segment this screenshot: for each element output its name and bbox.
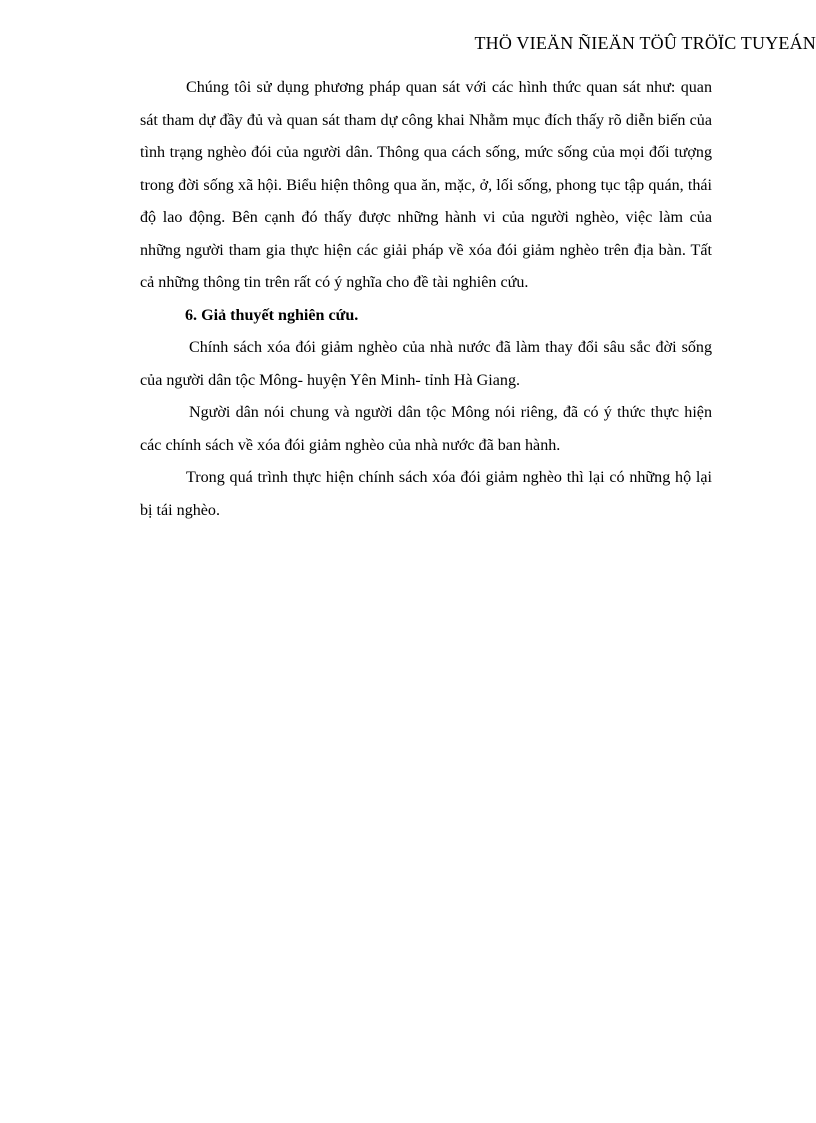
section-heading: 6. Giả thuyết nghiên cứu.: [185, 306, 359, 324]
paragraph-observation-method: Chúng tôi sử dụng phương pháp quan sát với các hình thức quan sát như: quan sát tham dự đầy đủ và quan sát tham dự công khai Nhằm mục đích thấy rõ diễn biến của tình trạng nghèo đói của người dân. Thông qua cách sống, mức sống của mọi đối tượng trong đời sống xã hội. Biểu hiện thông qua ăn, mặc, ở, lối sống, phong tục tập quán, thái độ lao động. Bên cạnh đó thấy được những hành vi của người nghèo, việc làm của những người tham gia thực hiện các giải pháp về xóa đói giảm nghèo trên địa bàn. Tất cả những thông tin trên rất có ý nghĩa cho đề tài nghiên cứu.: [140, 79, 712, 291]
paragraph-hypothesis-2: Người dân nói chung và người dân tộc Mông nói riêng, đã có ý thức thực hiện các chính sách về xóa đói giảm nghèo của nhà nước đã ban hành.: [140, 404, 712, 454]
paragraph-hypothesis-3: Trong quá trình thực hiện chính sách xóa đói giảm nghèo thì lại có những hộ lại bị tái nghèo.: [140, 469, 712, 519]
document-body: [140, 72, 712, 527]
page-header-title: THÖ VIEÄN ÑIEÄN TÖÛ TRÖÏC TUYEÁN: [474, 33, 816, 53]
paragraph-hypothesis-1: Chính sách xóa đói giảm nghèo của nhà nước đã làm thay đổi sâu sắc đời sống của người dân tộc Mông- huyện Yên Minh- tỉnh Hà Giang.: [140, 339, 712, 389]
